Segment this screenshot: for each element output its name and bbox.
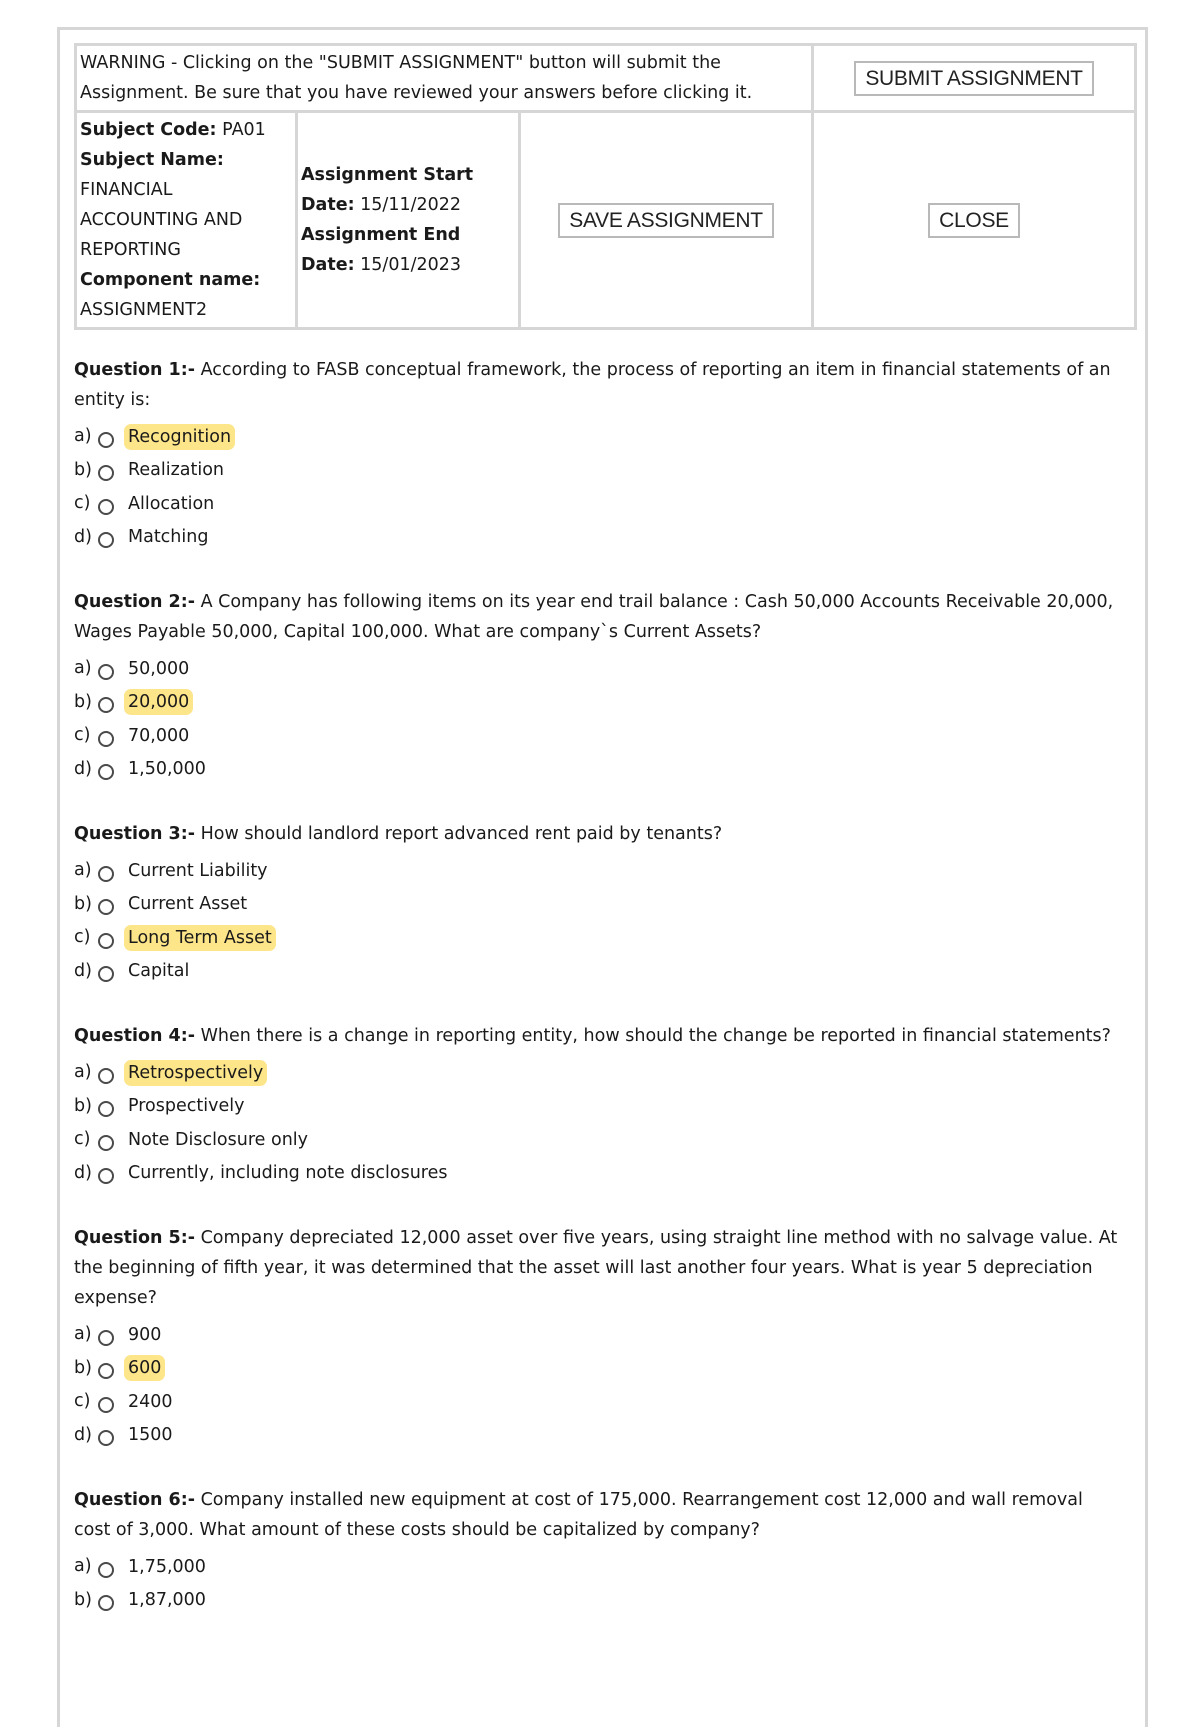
option-letter: a) <box>74 426 92 446</box>
option-text: Allocation <box>128 493 215 514</box>
question-text <box>74 1021 1124 1051</box>
option-letter: a) <box>74 1556 92 1576</box>
option-letter: b) <box>74 893 92 914</box>
question-body: How should landlord report advanced rent paid by tenants? <box>200 824 723 844</box>
option-text: Capital <box>128 961 190 982</box>
option-letter: b) <box>74 691 92 712</box>
question-body: A Company has following items on its year end trail balance : Cash 50,000 Accounts Receivable 20,000, Wages Payable 50,000, Capital 100,000. What are company`s Current Assets? <box>74 592 1114 642</box>
question-4 <box>74 1021 1124 1190</box>
option-letter: d) <box>74 758 92 779</box>
option-text: Matching <box>128 527 209 548</box>
answer-option[interactable] <box>74 420 1124 454</box>
answer-option[interactable] <box>74 1056 1124 1090</box>
close-cell <box>813 112 1136 329</box>
option-letter: c) <box>74 1129 91 1149</box>
option-text: 1,87,000 <box>128 1590 206 1611</box>
question-label: Question 4:- <box>74 1026 195 1046</box>
question-body: According to FASB conceptual framework, the process of reporting an item in financial statements of an entity is: <box>74 360 1111 410</box>
start-date: 15/11/2022 <box>360 195 462 215</box>
question-text <box>74 1485 1124 1545</box>
option-text: Retrospectively <box>124 1060 267 1086</box>
option-letter: b) <box>74 459 92 480</box>
save-cell <box>520 112 813 329</box>
radio-button[interactable] <box>98 866 114 882</box>
option-letter: c) <box>74 493 91 513</box>
assignment-header-table <box>74 43 1137 330</box>
question-6 <box>74 1485 1124 1617</box>
answer-option[interactable] <box>74 521 1124 555</box>
question-2 <box>74 587 1124 786</box>
option-text: Note Disclosure only <box>128 1129 308 1150</box>
option-text: 50,000 <box>128 658 190 679</box>
option-text: 1,75,000 <box>128 1556 206 1577</box>
option-letter: d) <box>74 1162 92 1183</box>
end-date: 15/01/2023 <box>360 255 462 275</box>
option-text: Current Liability <box>128 860 268 881</box>
option-letter: a) <box>74 658 92 678</box>
option-text: 600 <box>124 1355 165 1381</box>
answer-option[interactable] <box>74 652 1124 686</box>
option-letter: b) <box>74 1589 92 1610</box>
answer-option[interactable] <box>74 921 1124 955</box>
question-label: Question 1:- <box>74 360 195 380</box>
radio-button[interactable] <box>98 1068 114 1084</box>
radio-button[interactable] <box>98 1168 114 1184</box>
question-label: Question 2:- <box>74 592 195 612</box>
question-body: Company installed new equipment at cost of 175,000. Rearrangement cost 12,000 and wall removal cost of 3,000. What amount of these costs should be capitalized by company? <box>74 1490 1083 1540</box>
option-letter: c) <box>74 927 91 947</box>
option-text: Long Term Asset <box>124 925 276 951</box>
close-button[interactable]: CLOSE <box>928 203 1020 238</box>
question-5 <box>74 1223 1124 1452</box>
answer-option[interactable] <box>74 888 1124 922</box>
option-letter: d) <box>74 1424 92 1445</box>
radio-button[interactable] <box>98 1330 114 1346</box>
option-text: 1,50,000 <box>128 759 206 780</box>
question-text <box>74 587 1124 647</box>
radio-button[interactable] <box>98 731 114 747</box>
assignment-dates <box>297 112 520 329</box>
radio-button[interactable] <box>98 465 114 481</box>
submit-cell <box>813 45 1136 112</box>
subject-info <box>76 112 297 329</box>
answer-option[interactable] <box>74 686 1124 720</box>
answer-option[interactable] <box>74 1550 1124 1584</box>
option-text: 900 <box>128 1324 162 1345</box>
subject-code-label: Subject Code: <box>80 120 217 140</box>
answer-option[interactable] <box>74 854 1124 888</box>
radio-button[interactable] <box>98 764 114 780</box>
start-date-label: Assignment Start Date: <box>301 165 474 215</box>
radio-button[interactable] <box>98 1397 114 1413</box>
option-text: Recognition <box>124 424 235 450</box>
radio-button[interactable] <box>98 933 114 949</box>
option-text: 1500 <box>128 1425 173 1446</box>
radio-button[interactable] <box>98 1430 114 1446</box>
answer-option[interactable] <box>74 1123 1124 1157</box>
option-letter: c) <box>74 725 91 745</box>
radio-button[interactable] <box>98 1363 114 1379</box>
option-text: 2400 <box>128 1391 173 1412</box>
radio-button[interactable] <box>98 899 114 915</box>
option-text: Realization <box>128 460 225 481</box>
radio-button[interactable] <box>98 966 114 982</box>
subject-code: PA01 <box>222 120 266 140</box>
radio-button[interactable] <box>98 1101 114 1117</box>
option-text: Currently, including note disclosures <box>128 1163 448 1184</box>
option-letter: b) <box>74 1357 92 1378</box>
answer-option[interactable] <box>74 487 1124 521</box>
question-3 <box>74 819 1124 988</box>
option-text: Prospectively <box>128 1096 245 1117</box>
answer-option[interactable] <box>74 1584 1124 1618</box>
option-letter: b) <box>74 1095 92 1116</box>
option-letter: d) <box>74 960 92 981</box>
end-date-label: Assignment End Date: <box>301 225 461 275</box>
answer-option[interactable] <box>74 1090 1124 1124</box>
question-body: Company depreciated 12,000 asset over five years, using straight line method with no salvage value. At the beginning of fifth year, it was determined that the asset will last another four years. What is year 5 depreciation expense? <box>74 1228 1118 1308</box>
option-letter: a) <box>74 1324 92 1344</box>
option-letter: c) <box>74 1391 91 1411</box>
radio-button[interactable] <box>98 432 114 448</box>
radio-button[interactable] <box>98 532 114 548</box>
answer-option[interactable] <box>74 454 1124 488</box>
option-letter: a) <box>74 860 92 880</box>
warning-message <box>76 45 813 112</box>
radio-button[interactable] <box>98 664 114 680</box>
answer-option[interactable] <box>74 955 1124 989</box>
question-text <box>74 355 1124 415</box>
radio-button[interactable] <box>98 697 114 713</box>
answer-option[interactable] <box>74 1352 1124 1386</box>
option-text: Current Asset <box>128 894 248 915</box>
radio-button[interactable] <box>98 1135 114 1151</box>
question-label: Question 6:- <box>74 1490 195 1510</box>
option-text: 20,000 <box>124 689 193 715</box>
save-assignment-button[interactable]: SAVE ASSIGNMENT <box>558 203 774 238</box>
answer-option[interactable] <box>74 1385 1124 1419</box>
answer-option[interactable] <box>74 1157 1124 1191</box>
component-name-label: Component name: <box>80 270 261 290</box>
question-1 <box>74 355 1124 554</box>
option-text: 70,000 <box>128 725 190 746</box>
answer-option[interactable] <box>74 1419 1124 1453</box>
option-letter: a) <box>74 1062 92 1082</box>
submit-assignment-button[interactable]: SUBMIT ASSIGNMENT <box>854 61 1093 96</box>
option-letter: d) <box>74 526 92 547</box>
warning-text: WARNING - Clicking on the "SUBMIT ASSIGNMENT" button will submit the Assignment. Be sure that you have reviewed your answers before clicking it. <box>80 53 753 103</box>
question-label: Question 5:- <box>74 1228 195 1248</box>
subject-name-label: Subject Name: <box>80 150 224 170</box>
component-name: ASSIGNMENT2 <box>80 300 208 320</box>
question-body: When there is a change in reporting entity, how should the change be reported in financial statements? <box>200 1026 1111 1046</box>
questions-list <box>74 355 1124 1650</box>
answer-option[interactable] <box>74 719 1124 753</box>
radio-button[interactable] <box>98 499 114 515</box>
subject-name: FINANCIAL ACCOUNTING AND REPORTING <box>80 180 243 260</box>
answer-option[interactable] <box>74 1318 1124 1352</box>
answer-option[interactable] <box>74 753 1124 787</box>
radio-button[interactable] <box>98 1595 114 1611</box>
question-text <box>74 1223 1124 1313</box>
radio-button[interactable] <box>98 1562 114 1578</box>
question-text <box>74 819 1124 849</box>
question-label: Question 3:- <box>74 824 195 844</box>
